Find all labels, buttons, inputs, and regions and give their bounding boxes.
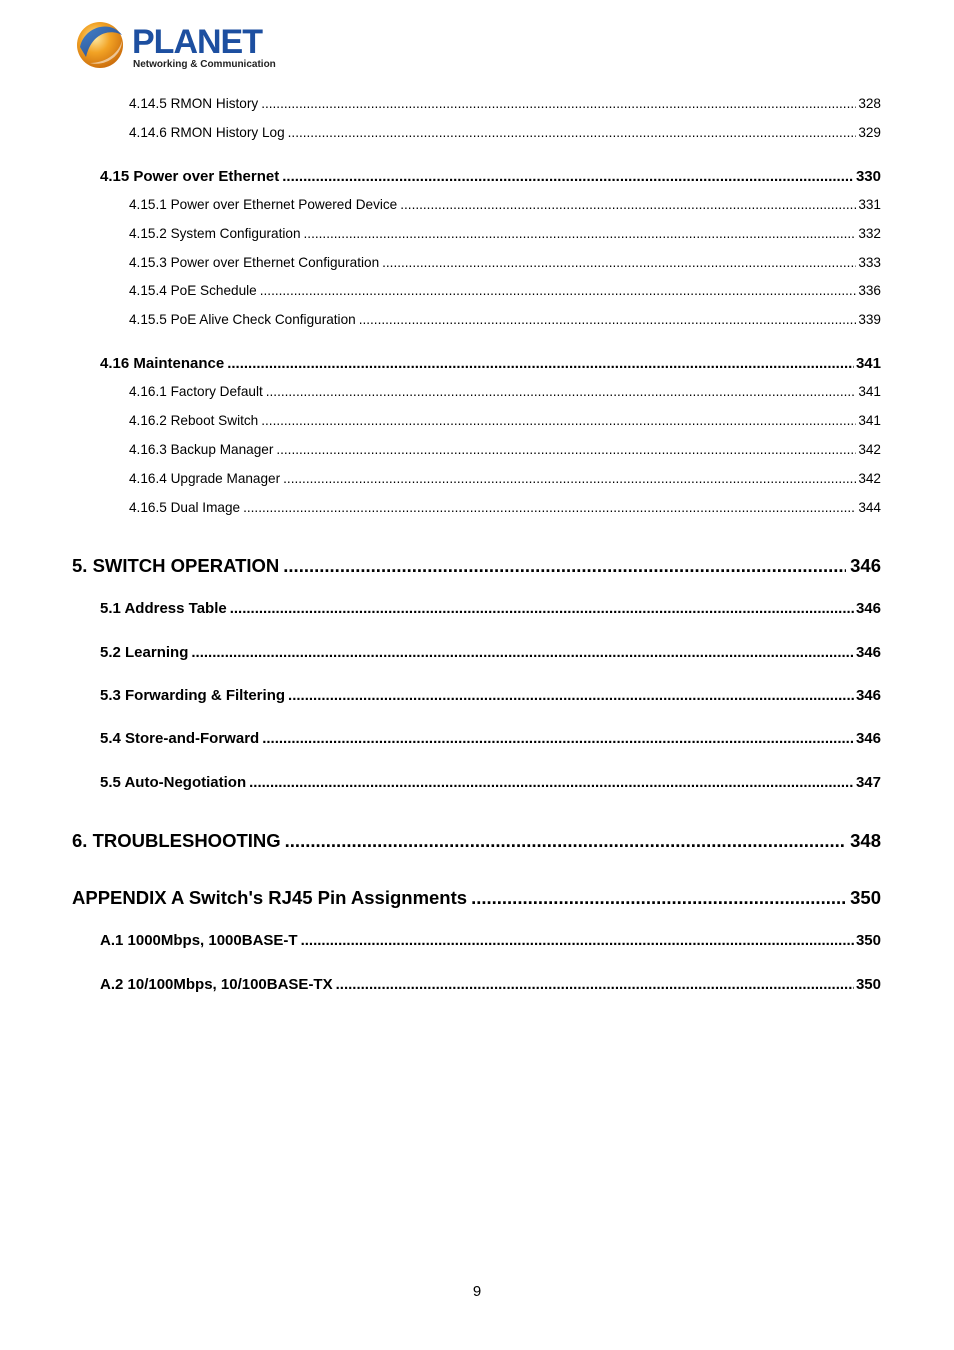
toc-entry-title: 5.2 Learning (100, 644, 189, 661)
toc-entry-page: 333 (858, 255, 881, 270)
toc-entry-page: 329 (858, 125, 881, 140)
toc-entry[interactable] (129, 226, 881, 242)
toc-entry[interactable] (100, 976, 881, 993)
toc-entry[interactable] (100, 355, 881, 372)
dot-leader (230, 600, 854, 617)
dot-leader (282, 168, 854, 185)
toc-entry-title: A.1 1000Mbps, 1000BASE-T (100, 932, 298, 949)
toc-entry[interactable] (100, 687, 881, 704)
dot-leader (262, 730, 854, 747)
toc-entry[interactable] (129, 471, 881, 487)
toc-entry[interactable] (72, 830, 881, 851)
toc-entry[interactable] (129, 312, 881, 328)
svg-text:PLANET: PLANET (132, 23, 262, 61)
dot-leader (471, 887, 846, 908)
toc-entry-page: 346 (855, 730, 881, 747)
toc-entry-title: 4.15.5 PoE Alive Check Configuration (129, 312, 356, 327)
toc-entry[interactable] (100, 600, 881, 617)
toc-entry-title: 4.16.3 Backup Manager (129, 442, 274, 457)
toc-entry-title: 4.14.5 RMON History (129, 96, 259, 111)
toc-entry[interactable] (100, 932, 881, 949)
toc-entry-title: 5. SWITCH OPERATION (72, 555, 280, 576)
toc-entry-title: 5.5 Auto-Negotiation (100, 774, 247, 791)
toc-entry-page: 350 (850, 887, 881, 908)
dot-leader (304, 226, 857, 242)
toc-entry-title: 4.15.3 Power over Ethernet Configuration (129, 255, 380, 270)
dot-leader (283, 555, 846, 576)
toc-entry[interactable] (100, 644, 881, 661)
dot-leader (336, 976, 854, 993)
dot-leader (227, 355, 854, 372)
toc-entry-page: 348 (850, 830, 881, 851)
dot-leader (261, 96, 856, 112)
toc-entry[interactable] (129, 413, 881, 429)
dot-leader (288, 687, 854, 704)
dot-leader (260, 283, 857, 299)
dot-leader (266, 384, 857, 400)
toc-entry-page: 331 (858, 197, 881, 212)
toc-entry-page: 342 (858, 471, 881, 486)
dot-leader (359, 312, 857, 328)
toc-entry[interactable] (129, 384, 881, 400)
dot-leader (288, 125, 857, 141)
toc-entry-page: 344 (858, 500, 881, 515)
toc-entry-page: 341 (858, 413, 881, 428)
toc-entry[interactable] (100, 730, 881, 747)
toc-entry-page: 336 (858, 283, 881, 298)
toc-entry[interactable] (129, 96, 881, 112)
toc-entry[interactable] (129, 197, 881, 213)
toc-entry[interactable] (129, 255, 881, 271)
toc-entry-page: 347 (855, 774, 881, 791)
dot-leader (382, 255, 856, 271)
toc-entry-page: 350 (855, 976, 881, 993)
dot-leader (400, 197, 856, 213)
toc-entry-title: 6. TROUBLESHOOTING (72, 830, 281, 851)
toc-entry-page: 350 (855, 932, 881, 949)
toc-entry-page: 346 (855, 644, 881, 661)
toc-entry-title: 5.1 Address Table (100, 600, 227, 617)
svg-text:Networking & Communication: Networking & Communication (133, 59, 276, 70)
toc-entry[interactable] (129, 442, 881, 458)
toc-entry-title: 5.4 Store-and-Forward (100, 730, 260, 747)
toc-entry-title: 4.14.6 RMON History Log (129, 125, 285, 140)
toc-entry[interactable] (129, 125, 881, 141)
dot-leader (283, 471, 856, 487)
dot-leader (276, 442, 856, 458)
toc-entry-page: 341 (855, 355, 881, 372)
toc-entry-page: 346 (850, 555, 881, 576)
toc-entry-page: 341 (858, 384, 881, 399)
toc-entry-page: 328 (858, 96, 881, 111)
toc-entry-title: 4.15 Power over Ethernet (100, 168, 280, 185)
toc-entry-title: 4.16.4 Upgrade Manager (129, 471, 281, 486)
toc-entry-page: 330 (855, 168, 881, 185)
toc-entry-page: 339 (858, 312, 881, 327)
toc-entry-title: 4.16.5 Dual Image (129, 500, 241, 515)
dot-leader (249, 774, 854, 791)
toc-entry-title: 4.16.2 Reboot Switch (129, 413, 259, 428)
dot-leader (285, 830, 846, 851)
toc-entry-page: 342 (858, 442, 881, 457)
dot-leader (191, 644, 854, 661)
toc-entry[interactable] (72, 887, 881, 908)
toc-entry-page: 332 (858, 226, 881, 241)
dot-leader (243, 500, 856, 516)
toc-entry[interactable] (100, 168, 881, 185)
toc-entry-title: 4.15.1 Power over Ethernet Powered Device (129, 197, 398, 212)
toc-entry[interactable] (129, 283, 881, 299)
toc-entry[interactable] (72, 555, 881, 576)
page-number: 9 (472, 1283, 482, 1300)
toc-entry[interactable] (100, 774, 881, 791)
toc-entry-title: APPENDIX A Switch's RJ45 Pin Assignments (72, 887, 468, 908)
dot-leader (301, 932, 854, 949)
toc-entry-title: 5.3 Forwarding & Filtering (100, 687, 286, 704)
toc-entry-title: 4.15.2 System Configuration (129, 226, 301, 241)
toc-entry-page: 346 (855, 687, 881, 704)
toc-entry[interactable] (129, 500, 881, 516)
toc-entry-page: 346 (855, 600, 881, 617)
toc-entry-title: 4.15.4 PoE Schedule (129, 283, 257, 298)
toc-entry-title: 4.16 Maintenance (100, 355, 225, 372)
toc-entry-title: 4.16.1 Factory Default (129, 384, 263, 399)
toc-entry-title: A.2 10/100Mbps, 10/100BASE-TX (100, 976, 333, 993)
dot-leader (261, 413, 856, 429)
